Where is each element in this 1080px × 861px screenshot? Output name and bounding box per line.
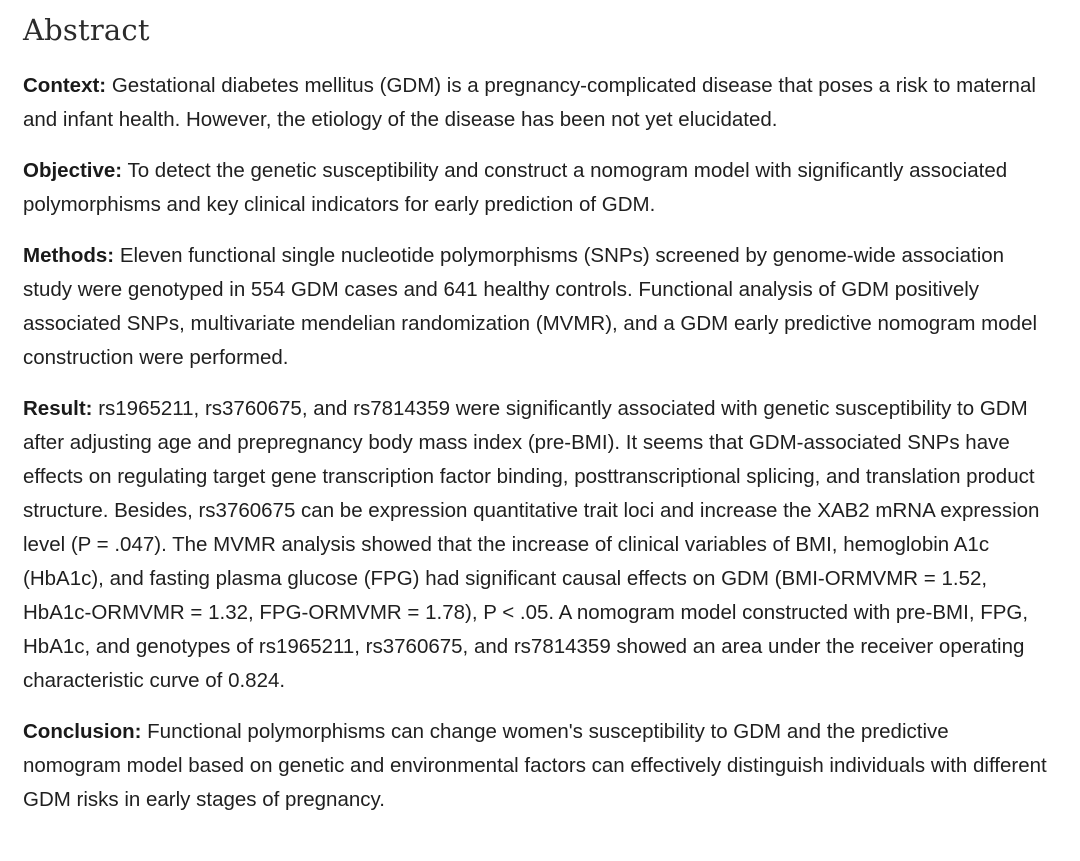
methods-paragraph	[23, 239, 1050, 375]
objective-paragraph	[23, 154, 1050, 222]
context-paragraph	[23, 69, 1050, 137]
context-text: Gestational diabetes mellitus (GDM) is a pregnancy-complicated disease that poses a risk to maternal and infant health. However, the etiology of the disease has been not yet elucidated.	[23, 74, 1036, 131]
conclusion-label: Conclusion:	[23, 720, 142, 743]
methods-label: Methods:	[23, 244, 115, 267]
conclusion-paragraph	[23, 715, 1050, 817]
result-label: Result:	[23, 397, 93, 420]
conclusion-text: Functional polymorphisms can change women's susceptibility to GDM and the predictive nomogram model based on genetic and environmental factors can effectively distinguish individuals with different GDM risks in early stages of pregnancy.	[23, 720, 1047, 811]
methods-text: Eleven functional single nucleotide polymorphisms (SNPs) screened by genome-wide association study were genotyped in 554 GDM cases and 641 healthy controls. Functional analysis of GDM positively associated SNPs, multivariate mendelian randomization (MVMR), and a GDM early predictive nomogram model construction were performed.	[23, 244, 1038, 369]
result-paragraph	[23, 392, 1050, 698]
abstract-heading: Abstract	[23, 13, 150, 47]
objective-text: To detect the genetic susceptibility and construct a nomogram model with significantly associated polymorphisms and key clinical indicators for early prediction of GDM.	[23, 159, 1008, 216]
context-label: Context:	[23, 74, 107, 97]
result-text: rs1965211, rs3760675, and rs7814359 were significantly associated with genetic susceptibility to GDM after adjusting age and prepregnancy body mass index (pre-BMI). It seems that GDM-associated SNPs have effects on regulating target gene transcription factor binding, posttranscriptional splicing, and translation product structure. Besides, rs3760675 can be expression quantitative trait loci and increase the XAB2 mRNA expression level (P = .047). The MVMR analysis showed that the increase of clinical variables of BMI, hemoglobin A1c (HbA1c), and fasting plasma glucose (FPG) had significant causal effects on GDM (BMI-ORMVMR = 1.52, HbA1c-ORMVMR = 1.32, FPG-ORMVMR = 1.78), P < .05. A nomogram model constructed with pre-BMI, FPG, HbA1c, and genotypes of rs1965211, rs3760675, and rs7814359 showed an area under the receiver operating characteristic curve of 0.824.	[23, 397, 1040, 692]
objective-label: Objective:	[23, 159, 123, 182]
